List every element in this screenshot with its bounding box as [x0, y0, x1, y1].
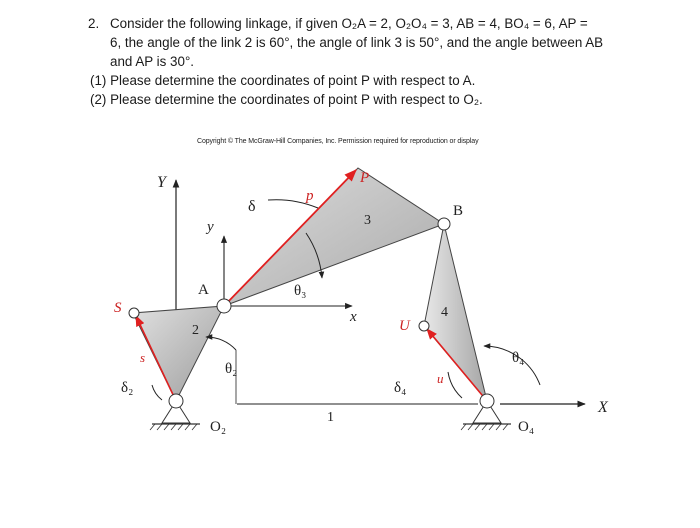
- joint-b: [438, 218, 450, 230]
- label-B: B: [453, 203, 464, 219]
- label-s: s: [140, 350, 146, 365]
- label-delta: δ: [248, 198, 256, 215]
- label-theta2: θ₂: [225, 361, 238, 377]
- label-O4: O₄: [518, 419, 535, 435]
- label-x-local: x: [350, 309, 357, 325]
- label-link-1: 1: [327, 410, 334, 425]
- delta4-arc: [448, 372, 462, 398]
- link-2: [133, 306, 224, 401]
- problem-line-2: 6, the angle of the link 2 is 60°, the angle of link 3 is 50°, and the angle between AB: [110, 35, 604, 50]
- label-U: U: [399, 318, 410, 334]
- copyright-notice: Copyright © The McGraw-Hill Companies, Inc. Permission required for reproduction or display: [197, 138, 479, 145]
- problem-line-3: and AP is 30°.: [110, 54, 195, 69]
- theta2-arc: [206, 337, 236, 350]
- label-p: p: [306, 188, 314, 204]
- problem-line-1: Consider the following linkage, if given O₂A = 2, O₂O₄ = 3, AB = 4, BO₄ = 6, AP =: [110, 16, 588, 31]
- label-X: X: [598, 399, 608, 416]
- label-A: A: [198, 282, 209, 298]
- joint-u: [419, 321, 429, 331]
- question-2: (2) Please determine the coordinates of point P with respect to O₂.: [90, 92, 483, 107]
- label-u: u: [437, 371, 444, 386]
- link-4: [424, 224, 487, 401]
- label-Y: Y: [157, 174, 166, 191]
- problem-number: 2.: [88, 16, 100, 31]
- link-3: [224, 168, 444, 306]
- delta2-arc: [152, 385, 162, 400]
- label-O2: O₂: [210, 419, 227, 435]
- label-link-2: 2: [192, 323, 199, 338]
- label-delta2: δ₂: [121, 380, 134, 396]
- pivot-o2: [150, 394, 200, 430]
- label-theta4: θ₄: [512, 350, 525, 366]
- label-P: P: [360, 170, 370, 186]
- label-y-local: y: [207, 219, 214, 235]
- label-theta3: θ₃: [294, 283, 307, 299]
- label-S: S: [114, 300, 122, 316]
- label-link-3: 3: [364, 213, 371, 228]
- pivot-o4: [461, 394, 511, 430]
- label-link-4: 4: [441, 305, 448, 320]
- joint-a: [217, 299, 231, 313]
- label-delta4: δ₄: [394, 380, 407, 396]
- question-1: (1) Please determine the coordinates of point P with respect to A.: [90, 73, 476, 88]
- joint-s: [129, 308, 139, 318]
